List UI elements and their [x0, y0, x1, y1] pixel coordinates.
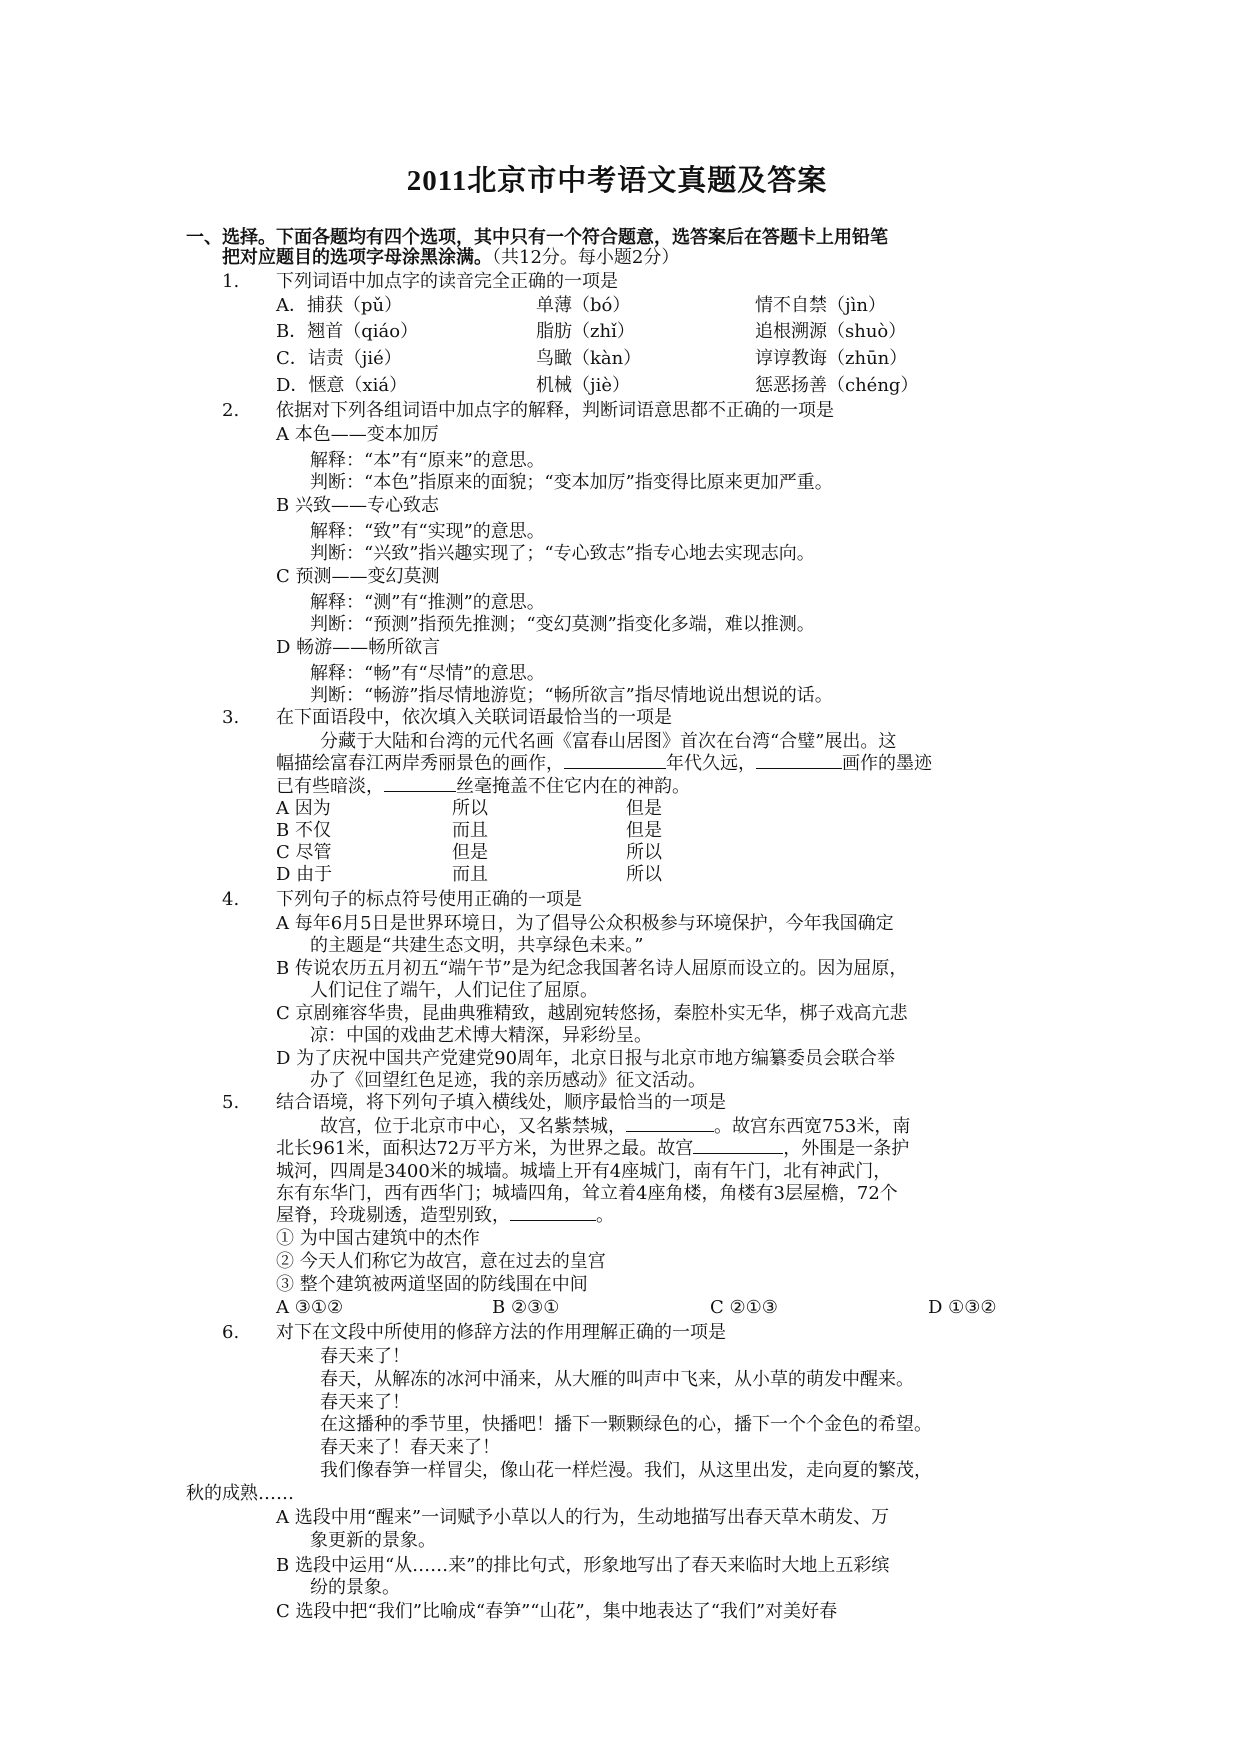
q6-number: 6.: [222, 1322, 240, 1343]
q3-blank-2: [756, 752, 842, 769]
q6-poem-line-3: 春天来了！: [320, 1392, 410, 1413]
q1-a-2: 单薄（bó）: [536, 295, 631, 316]
q2-b-head: B 兴致——专心致志: [276, 495, 439, 516]
q5-blank-1: [626, 1115, 714, 1132]
q1-number: 1.: [222, 271, 240, 292]
q6-poem-line-4: 在这播种的季节里，快播吧！播下一颗颗绿色的心，播下一个个金色的希望。: [320, 1414, 932, 1435]
q3-opt-d-1: D 由于: [276, 864, 333, 885]
q5-blank-2: [693, 1137, 783, 1154]
q3-passage-2: [276, 752, 932, 776]
q5-text: ，外围是一条护: [783, 1138, 910, 1159]
q2-b-explain: 解释：“致”有“实现”的意思。: [310, 521, 545, 542]
q3-opt-a-2: 所以: [452, 798, 488, 819]
q6-c-line1: C 选段中把“我们”比喻成“春笋”“山花”，集中地表达了“我们”对美好春: [276, 1601, 838, 1622]
q5-option-a: A ③①②: [276, 1297, 344, 1318]
q6-a-line1: A 选段中用“醒来”一词赋予小草以人的行为，生动地描写出春天草木萌发、万: [276, 1507, 890, 1528]
q4-stem: 下列句子的标点符号使用正确的一项是: [276, 889, 582, 910]
section-heading-bold: 把对应题目的选项字母涂黑涂满。: [222, 247, 492, 268]
q5-text: 屋脊，玲珑剔透，造型别致，: [276, 1205, 510, 1226]
q4-a-line1: A 每年6月5日是世界环境日，为了倡导公众积极参与环境保护，今年我国确定: [276, 913, 894, 934]
q5-passage-1: [320, 1115, 910, 1139]
page-title: 2011北京市中考语文真题及答案: [406, 165, 828, 197]
q6-stem: 对下在文段中所使用的修辞方法的作用理解正确的一项是: [276, 1322, 726, 1343]
q3-opt-d-3: 所以: [626, 864, 662, 885]
q5-sentence-3: ③ 整个建筑被两道坚固的防线围在中间: [276, 1274, 588, 1295]
q3-text: 幅描绘富春江两岸秀丽景色的画作，: [276, 753, 564, 774]
q2-number: 2.: [222, 400, 240, 421]
q4-b-line1: B 传说农历五月初五“端午节”是为纪念我国著名诗人屈原而设立的。因为屈原，: [276, 958, 908, 979]
q5-number: 5.: [222, 1092, 240, 1113]
q2-d-judge: 判断：“畅游”指尽情地游览；“畅所欲言”指尽情地说出想说的话。: [310, 685, 833, 706]
q1-c-1: C．诘责（jié）: [276, 348, 402, 369]
q2-a-head: A 本色——变本加厉: [276, 424, 439, 445]
q4-d-line1: D 为了庆祝中国共产党建党90周年，北京日报与北京市地方编纂委员会联合举: [276, 1048, 896, 1069]
q4-c-line2: 凉：中国的戏曲艺术博大精深，异彩纷呈。: [310, 1025, 652, 1046]
q2-c-explain: 解释：“测”有“推测”的意思。: [310, 592, 545, 613]
q6-poem-line-7: 秋的成熟……: [186, 1483, 294, 1504]
q3-opt-b-2: 而且: [452, 820, 488, 841]
q6-poem-line-2: 春天，从解冻的冰河中涌来，从大雁的叫声中飞来，从小草的萌发中醒来。: [320, 1369, 914, 1390]
q3-opt-d-2: 而且: [452, 864, 488, 885]
section-heading: 一、选择。下面各题均有四个选项，其中只有一个符合题意，选答案后在答题卡上用铅笔: [186, 227, 888, 248]
q3-text: 年代久远，: [666, 753, 756, 774]
q5-option-c: C ②①③: [710, 1297, 778, 1318]
q3-opt-c-1: C 尽管: [276, 842, 332, 863]
q5-option-b: B ②③①: [492, 1297, 560, 1318]
q3-passage-1: 分藏于大陆和台湾的元代名画《富春山居图》首次在台湾“合璧”展出。这: [320, 731, 897, 752]
q3-opt-b-3: 但是: [626, 820, 662, 841]
q1-a-3: 情不自禁（jìn）: [755, 295, 886, 316]
q5-passage-2: [276, 1137, 909, 1161]
q5-sentence-1: ① 为中国古建筑中的杰作: [276, 1228, 480, 1249]
q5-passage-4: 东有东华门，西有西华门；城墙四角，耸立着4座角楼，角楼有3层屋檐，72个: [276, 1183, 898, 1204]
q2-stem: 依据对下列各组词语中加点字的解释，判断词语意思都不正确的一项是: [276, 400, 834, 421]
q1-b-2: 脂肪（zhǐ）: [536, 321, 635, 342]
section-score: （共12分。每小题2分）: [492, 247, 680, 268]
q5-passage-5: [276, 1204, 614, 1228]
q3-text: 已有些暗淡，: [276, 776, 384, 797]
q5-blank-3: [510, 1204, 596, 1221]
q4-c-line1: C 京剧雍容华贵，昆曲典雅精致，越剧宛转悠扬，秦腔朴实无华，梆子戏高亢悲: [276, 1003, 908, 1024]
q1-d-2: 机械（jiè）: [536, 375, 630, 396]
q3-blank-3: [384, 775, 456, 792]
q2-a-explain: 解释：“本”有“原来”的意思。: [310, 450, 545, 471]
q2-c-judge: 判断：“预测”指预先推测；“变幻莫测”指变化多端，难以推测。: [310, 614, 815, 635]
q3-opt-a-3: 但是: [626, 798, 662, 819]
section-heading-line2: [222, 246, 679, 270]
q1-c-2: 鸟瞰（kàn）: [536, 348, 642, 369]
q1-d-1: D．惬意（xiá）: [276, 375, 408, 396]
q6-poem-line-1: 春天来了！: [320, 1346, 410, 1367]
q3-text: 画作的墨迹: [842, 753, 932, 774]
q5-text: 。: [596, 1205, 614, 1226]
q2-c-head: C 预测——变幻莫测: [276, 566, 440, 587]
q1-c-3: 谆谆教诲（zhūn）: [755, 348, 908, 369]
q5-text: 。故宫东西宽753米，南: [714, 1116, 911, 1137]
q4-d-line2: 办了《回望红色足迹，我的亲历感动》征文活动。: [310, 1070, 706, 1091]
q5-stem: 结合语境，将下列句子填入横线处，顺序最恰当的一项是: [276, 1092, 726, 1113]
q3-stem: 在下面语段中，依次填入关联词语最恰当的一项是: [276, 707, 672, 728]
q2-a-judge: 判断：“本色”指原来的面貌；“变本加厉”指变得比原来更加严重。: [310, 472, 833, 493]
q3-blank-1: [564, 752, 666, 769]
q5-option-d: D ①③②: [928, 1297, 997, 1318]
q3-opt-c-2: 但是: [452, 842, 488, 863]
q3-passage-3: [276, 775, 690, 799]
q3-opt-c-3: 所以: [626, 842, 662, 863]
q6-poem-line-5: 春天来了！春天来了！: [320, 1437, 500, 1458]
q6-b-line2: 纷的景象。: [310, 1577, 400, 1598]
q4-a-line2: 的主题是“共建生态文明，共享绿色未来。”: [310, 935, 644, 956]
q2-d-explain: 解释：“畅”有“尽情”的意思。: [310, 663, 545, 684]
q5-sentence-2: ② 今天人们称它为故宫，意在过去的皇宫: [276, 1251, 606, 1272]
q3-opt-a-1: A 因为: [276, 798, 331, 819]
q1-a-1: A．捕获（pǔ）: [276, 295, 403, 316]
q1-d-3: 惩恶扬善（chéng）: [755, 375, 919, 396]
q5-passage-3: 城河，四周是3400米的城墙。城墙上开有4座城门，南有午门，北有神武门，: [276, 1161, 892, 1182]
q6-b-line1: B 选段中运用“从……来”的排比句式，形象地写出了春天来临时大地上五彩缤: [276, 1555, 890, 1576]
q3-opt-b-1: B 不仅: [276, 820, 331, 841]
q4-b-line2: 人们记住了端午，人们记住了屈原。: [310, 980, 598, 1001]
q2-d-head: D 畅游——畅所欲言: [276, 637, 441, 658]
q1-b-3: 追根溯源（shuò）: [755, 321, 907, 342]
q3-text: 丝毫掩盖不住它内在的神韵。: [456, 776, 690, 797]
q4-number: 4.: [222, 889, 240, 910]
q6-a-line2: 象更新的景象。: [310, 1530, 436, 1551]
q5-text: 故宫，位于北京市中心，又名紫禁城，: [320, 1116, 626, 1137]
q2-b-judge: 判断：“兴致”指兴趣实现了；“专心致志”指专心地去实现志向。: [310, 543, 815, 564]
q3-number: 3.: [222, 707, 240, 728]
q6-poem-line-6: 我们像春笋一样冒尖，像山花一样烂漫。我们，从这里出发，走向夏的繁茂，: [320, 1460, 932, 1481]
q1-b-1: B．翘首（qiáo）: [276, 321, 419, 342]
q5-text: 北长961米，面积达72万平方米，为世界之最。故宫: [276, 1138, 694, 1159]
q1-stem: 下列词语中加点字的读音完全正确的一项是: [276, 271, 618, 292]
